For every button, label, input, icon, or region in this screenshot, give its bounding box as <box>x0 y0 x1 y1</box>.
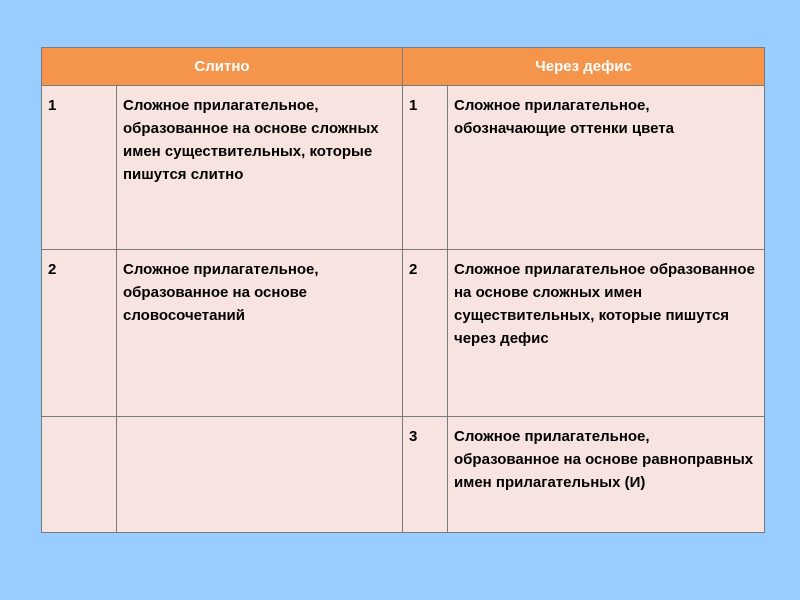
right-rule-text: Сложное прилагательное, образованное на основе равноправных имен прилагательных (И) <box>448 417 765 533</box>
left-rule-text: Сложное прилагательное, образованное на основе словосочетаний <box>117 250 403 417</box>
table-row <box>42 86 765 250</box>
header-col-right: Через дефис <box>403 48 765 86</box>
table-row <box>42 250 765 417</box>
left-rule-text: Сложное прилагательное, образованное на основе сложных имен существительных, которые пишутся слитно <box>117 86 403 250</box>
left-row-number: 1 <box>42 86 117 250</box>
right-rule-text: Сложное прилагательное, обозначающие оттенки цвета <box>448 86 765 250</box>
right-row-number: 3 <box>403 417 448 533</box>
table-header-row <box>42 48 765 86</box>
table-row <box>42 417 765 533</box>
left-row-number <box>42 417 117 533</box>
right-row-number: 2 <box>403 250 448 417</box>
spelling-rules-table-container <box>41 47 764 531</box>
spelling-rules-table <box>41 47 765 533</box>
header-col-left: Слитно <box>42 48 403 86</box>
left-row-number: 2 <box>42 250 117 417</box>
left-rule-text <box>117 417 403 533</box>
right-row-number: 1 <box>403 86 448 250</box>
right-rule-text: Сложное прилагательное образованное на основе сложных имен существительных, которые пишутся через дефис <box>448 250 765 417</box>
